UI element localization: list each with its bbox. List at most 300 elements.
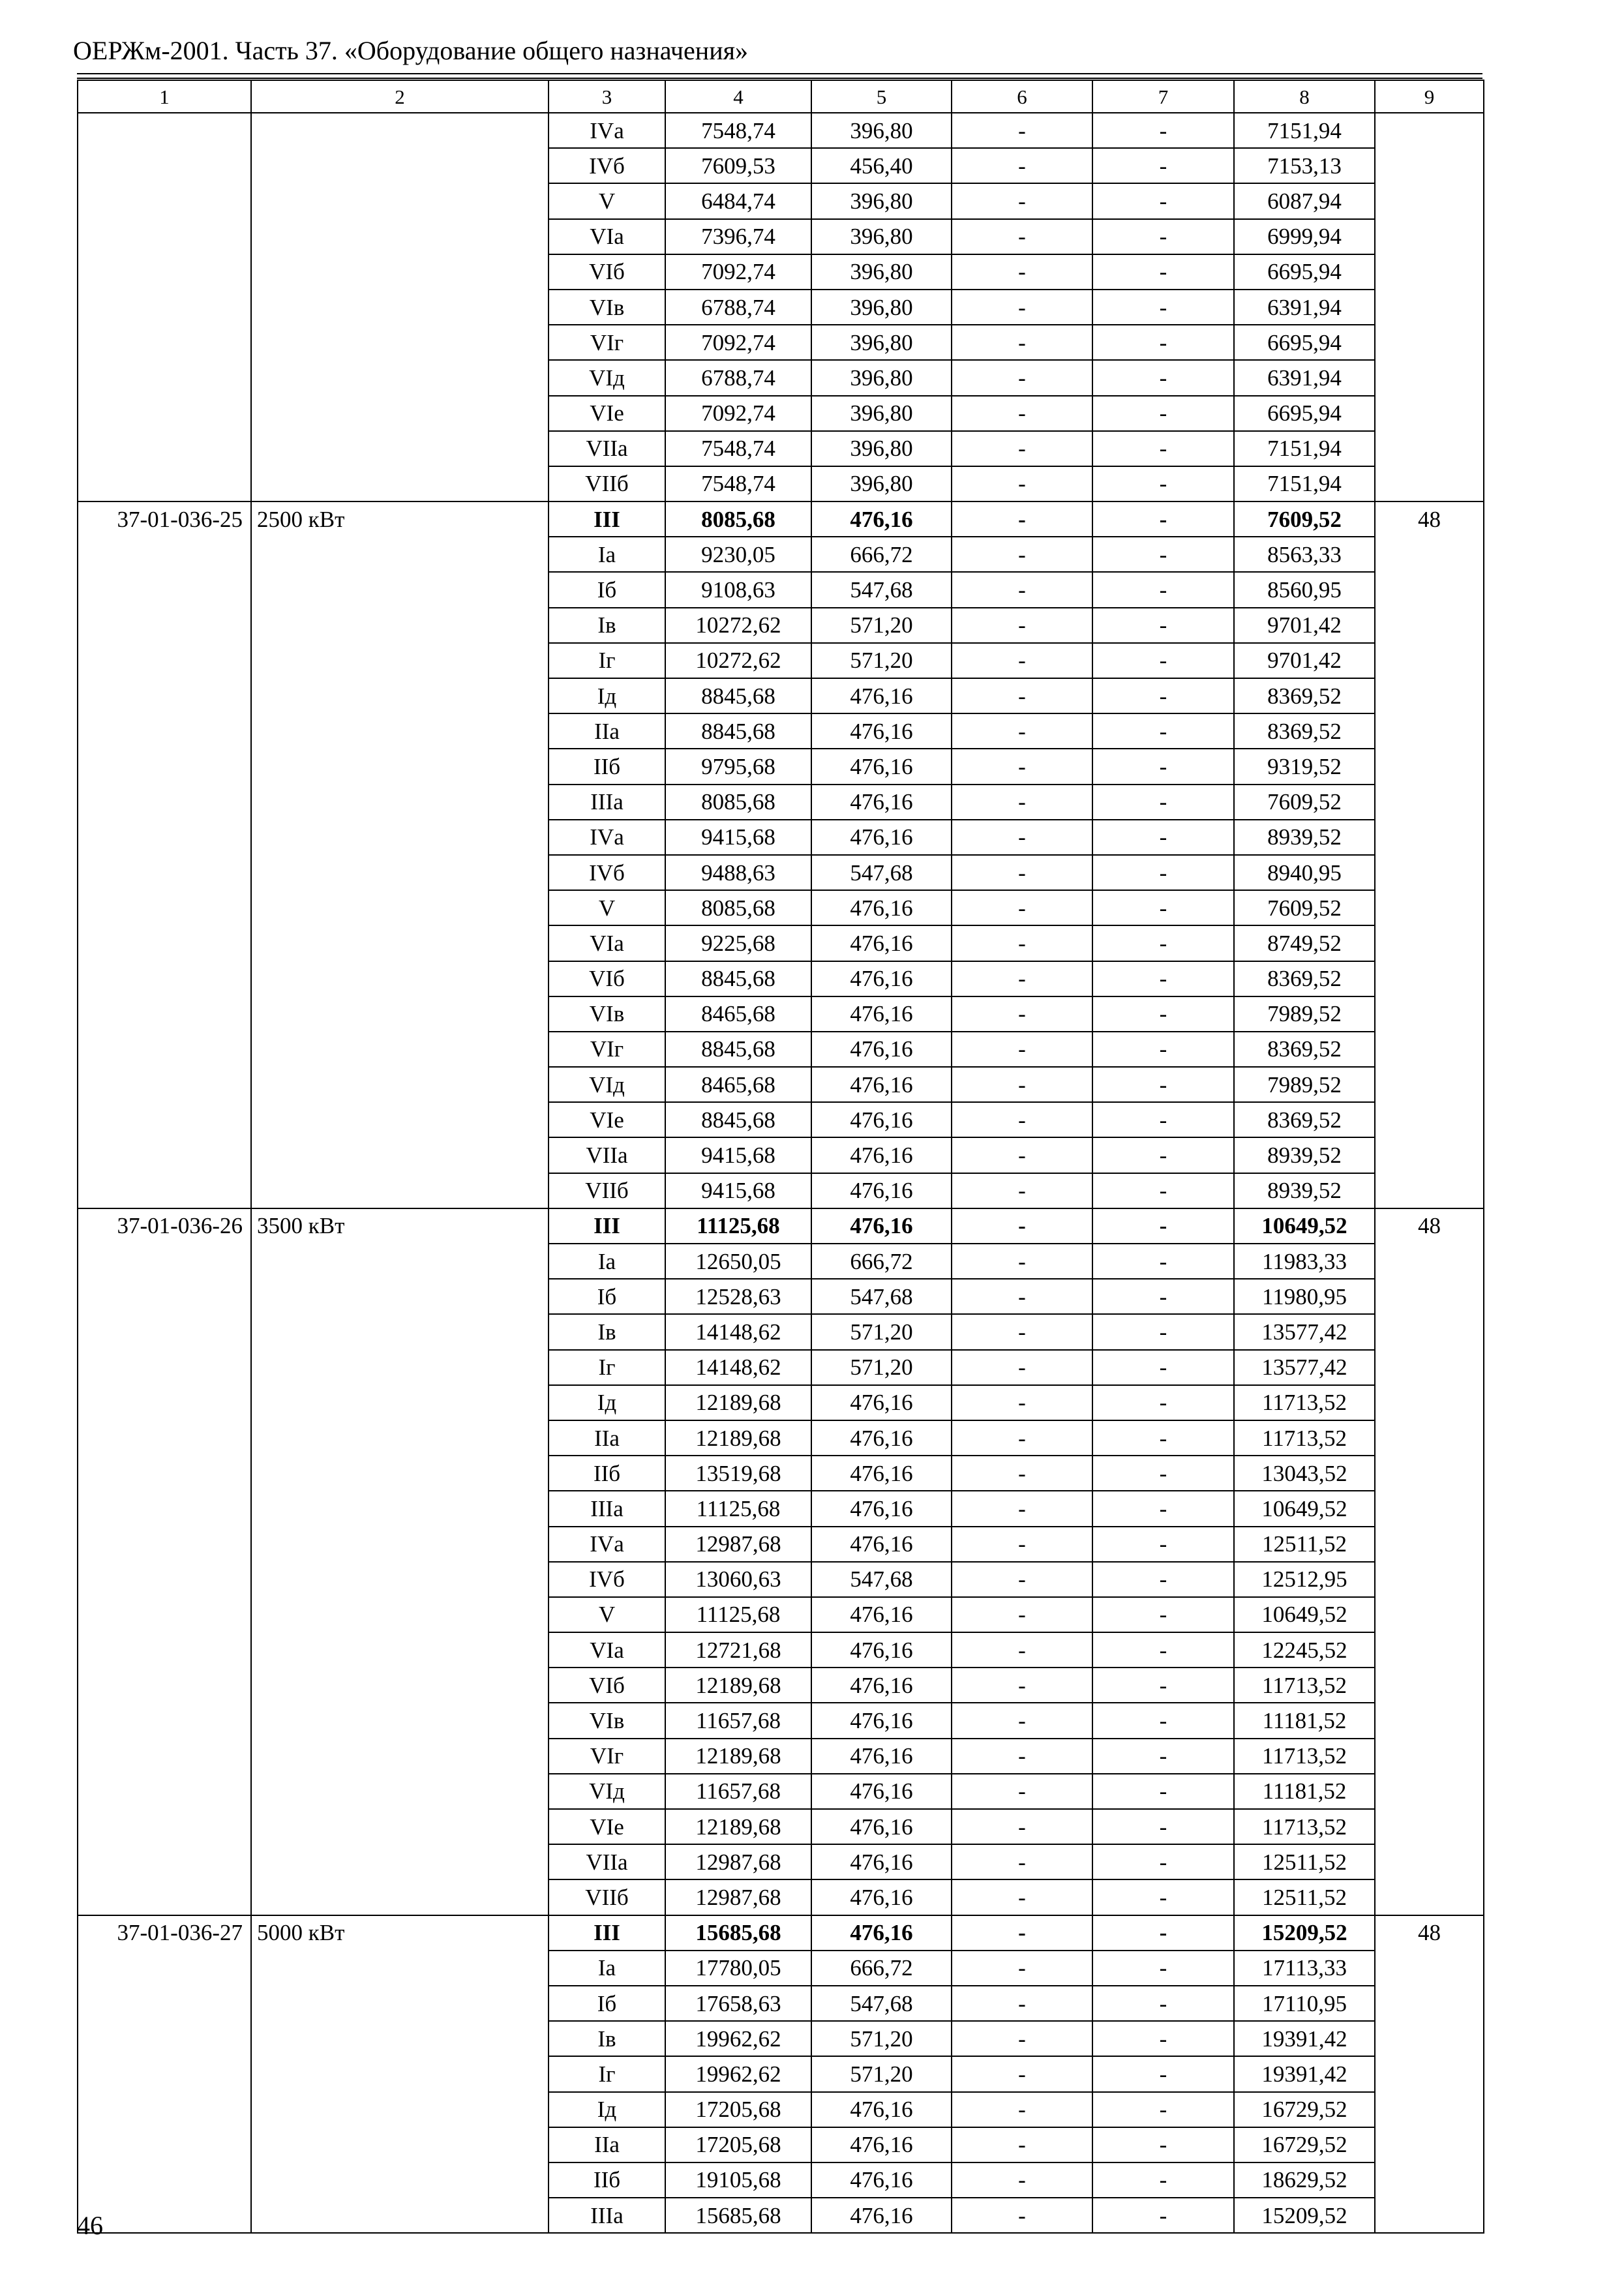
machine-cost-cell: - [952, 961, 1092, 996]
labor-cost-cell: 476,16 [811, 1668, 952, 1703]
labor-cost-cell: 476,16 [811, 2162, 952, 2198]
total-cost-cell: 15685,68 [665, 2198, 811, 2233]
category-cell: Iб [549, 1986, 665, 2021]
code-cell [78, 501, 251, 1208]
total-cost-cell: 17205,68 [665, 2127, 811, 2162]
item-col9-value: 48 [1418, 1920, 1441, 1946]
machine-labor-cell: - [1092, 1703, 1234, 1738]
category-cell: IVб [549, 855, 665, 890]
total-cost-cell: 6788,74 [665, 290, 811, 325]
total-cost-cell: 7092,74 [665, 396, 811, 431]
materials-cost-cell: 7153,13 [1234, 148, 1375, 183]
machine-labor-cell: - [1092, 290, 1234, 325]
materials-cost-cell: 6391,94 [1234, 360, 1375, 395]
materials-cost-cell: 10649,52 [1234, 1208, 1375, 1244]
category-cell: V [549, 183, 665, 218]
labor-cost-cell: 476,16 [811, 1102, 952, 1137]
machine-cost-cell: - [952, 2092, 1092, 2127]
category-cell: VIе [549, 1809, 665, 1844]
total-cost-cell: 11125,68 [665, 1208, 811, 1244]
machine-cost-cell: - [952, 1067, 1092, 1102]
category-cell: VIв [549, 996, 665, 1032]
machine-cost-cell: - [952, 925, 1092, 961]
labor-cost-cell: 476,16 [811, 1632, 952, 1668]
machine-labor-cell: - [1092, 1102, 1234, 1137]
materials-cost-cell: 16729,52 [1234, 2092, 1375, 2127]
total-cost-cell: 14148,62 [665, 1350, 811, 1385]
category-cell: IIIа [549, 1491, 665, 1526]
machine-labor-cell: - [1092, 1915, 1234, 1951]
machine-cost-cell: - [952, 113, 1092, 148]
total-cost-cell: 8465,68 [665, 1067, 811, 1102]
total-cost-cell: 7609,53 [665, 148, 811, 183]
total-cost-cell: 7092,74 [665, 254, 811, 290]
machine-labor-cell: - [1092, 1279, 1234, 1314]
total-cost-cell: 10272,62 [665, 608, 811, 643]
machine-cost-cell: - [952, 2127, 1092, 2162]
machine-labor-cell: - [1092, 1208, 1234, 1244]
materials-cost-cell: 7609,52 [1234, 785, 1375, 820]
category-cell: VIб [549, 961, 665, 996]
materials-cost-cell: 6391,94 [1234, 290, 1375, 325]
column-number: 9 [1375, 80, 1484, 113]
materials-cost-cell: 8369,52 [1234, 1032, 1375, 1067]
item-code: 37-01-036-26 [117, 1213, 243, 1239]
machine-cost-cell: - [952, 1208, 1092, 1244]
materials-cost-cell: 7151,94 [1234, 466, 1375, 501]
labor-cost-cell: 476,16 [811, 1420, 952, 1456]
materials-cost-cell: 16729,52 [1234, 2127, 1375, 2162]
labor-cost-cell: 476,16 [811, 1527, 952, 1562]
materials-cost-cell: 8369,52 [1234, 713, 1375, 749]
machine-cost-cell: - [952, 2198, 1092, 2233]
machine-cost-cell: - [952, 1774, 1092, 1809]
machine-labor-cell: - [1092, 1597, 1234, 1632]
item-name: 2500 кВт [257, 506, 345, 532]
labor-cost-cell: 396,80 [811, 183, 952, 218]
column-number: 4 [665, 80, 811, 113]
labor-cost-cell: 396,80 [811, 466, 952, 501]
total-cost-cell: 12987,68 [665, 1844, 811, 1879]
category-cell: Iв [549, 2021, 665, 2056]
materials-cost-cell: 17113,33 [1234, 1951, 1375, 1986]
materials-cost-cell: 11980,95 [1234, 1279, 1375, 1314]
labor-cost-cell: 476,16 [811, 1067, 952, 1102]
category-cell: VIв [549, 290, 665, 325]
labor-cost-cell: 476,16 [811, 820, 952, 855]
machine-labor-cell: - [1092, 113, 1234, 148]
machine-labor-cell: - [1092, 501, 1234, 537]
materials-cost-cell: 8560,95 [1234, 572, 1375, 607]
machine-labor-cell: - [1092, 1385, 1234, 1420]
machine-labor-cell: - [1092, 961, 1234, 996]
machine-labor-cell: - [1092, 785, 1234, 820]
materials-cost-cell: 19391,42 [1234, 2056, 1375, 2091]
labor-cost-cell: 571,20 [811, 2056, 952, 2091]
total-cost-cell: 12528,63 [665, 1279, 811, 1314]
category-cell: IVа [549, 113, 665, 148]
column-number: 6 [952, 80, 1092, 113]
labor-cost-cell: 547,68 [811, 1986, 952, 2021]
materials-cost-cell: 12245,52 [1234, 1632, 1375, 1668]
machine-cost-cell: - [952, 290, 1092, 325]
total-cost-cell: 12987,68 [665, 1527, 811, 1562]
category-cell: VIIб [549, 1879, 665, 1915]
category-cell: VIд [549, 1067, 665, 1102]
machine-cost-cell: - [952, 996, 1092, 1032]
materials-cost-cell: 10649,52 [1234, 1597, 1375, 1632]
category-cell: VIг [549, 1739, 665, 1774]
labor-cost-cell: 476,16 [811, 1879, 952, 1915]
total-cost-cell: 8465,68 [665, 996, 811, 1032]
total-cost-cell: 6788,74 [665, 360, 811, 395]
item-code: 37-01-036-27 [117, 1920, 243, 1946]
machine-labor-cell: - [1092, 1951, 1234, 1986]
category-cell: VIIб [549, 1173, 665, 1208]
machine-cost-cell: - [952, 643, 1092, 678]
total-cost-cell: 11125,68 [665, 1491, 811, 1526]
materials-cost-cell: 11713,52 [1234, 1809, 1375, 1844]
materials-cost-cell: 7989,52 [1234, 996, 1375, 1032]
materials-cost-cell: 8939,52 [1234, 1137, 1375, 1173]
machine-labor-cell: - [1092, 1527, 1234, 1562]
machine-labor-cell: - [1092, 1420, 1234, 1456]
labor-cost-cell: 396,80 [811, 113, 952, 148]
total-cost-cell: 8845,68 [665, 961, 811, 996]
machine-labor-cell: - [1092, 1879, 1234, 1915]
category-cell: V [549, 1597, 665, 1632]
materials-cost-cell: 8939,52 [1234, 820, 1375, 855]
category-cell: VIд [549, 1774, 665, 1809]
labor-cost-cell: 396,80 [811, 290, 952, 325]
category-cell: VIб [549, 1668, 665, 1703]
machine-cost-cell: - [952, 820, 1092, 855]
column-number: 1 [78, 80, 251, 113]
machine-cost-cell: - [952, 1279, 1092, 1314]
category-cell: III [549, 1208, 665, 1244]
machine-cost-cell: - [952, 855, 1092, 890]
machine-cost-cell: - [952, 1102, 1092, 1137]
category-cell: V [549, 890, 665, 925]
labor-cost-cell: 456,40 [811, 148, 952, 183]
labor-cost-cell: 666,72 [811, 1951, 952, 1986]
total-cost-cell: 17658,63 [665, 1986, 811, 2021]
total-cost-cell: 13060,63 [665, 1562, 811, 1597]
machine-cost-cell: - [952, 1879, 1092, 1915]
category-cell: Iа [549, 1951, 665, 1986]
col9-cell [1375, 113, 1484, 501]
machine-cost-cell: - [952, 396, 1092, 431]
total-cost-cell: 19962,62 [665, 2021, 811, 2056]
materials-cost-cell: 8369,52 [1234, 961, 1375, 996]
total-cost-cell: 6484,74 [665, 183, 811, 218]
materials-cost-cell: 15209,52 [1234, 2198, 1375, 2233]
labor-cost-cell: 476,16 [811, 713, 952, 749]
labor-cost-cell: 396,80 [811, 396, 952, 431]
code-cell [78, 1208, 251, 1915]
materials-cost-cell: 13043,52 [1234, 1456, 1375, 1491]
materials-cost-cell: 11713,52 [1234, 1420, 1375, 1456]
category-cell: IIIа [549, 2198, 665, 2233]
labor-cost-cell: 571,20 [811, 1314, 952, 1349]
name-cell [251, 501, 549, 1208]
category-cell: Iд [549, 678, 665, 713]
total-cost-cell: 8845,68 [665, 713, 811, 749]
labor-cost-cell: 476,16 [811, 890, 952, 925]
total-cost-cell: 15685,68 [665, 1915, 811, 1951]
machine-labor-cell: - [1092, 996, 1234, 1032]
labor-cost-cell: 476,16 [811, 1809, 952, 1844]
machine-labor-cell: - [1092, 1491, 1234, 1526]
materials-cost-cell: 8369,52 [1234, 1102, 1375, 1137]
labor-cost-cell: 476,16 [811, 1597, 952, 1632]
materials-cost-cell: 8940,95 [1234, 855, 1375, 890]
labor-cost-cell: 547,68 [811, 1562, 952, 1597]
machine-labor-cell: - [1092, 1668, 1234, 1703]
materials-cost-cell: 19391,42 [1234, 2021, 1375, 2056]
machine-cost-cell: - [952, 219, 1092, 254]
total-cost-cell: 12721,68 [665, 1632, 811, 1668]
total-cost-cell: 12987,68 [665, 1879, 811, 1915]
category-cell: VIа [549, 219, 665, 254]
materials-cost-cell: 8749,52 [1234, 925, 1375, 961]
machine-cost-cell: - [952, 183, 1092, 218]
category-cell: VIа [549, 1632, 665, 1668]
machine-labor-cell: - [1092, 219, 1234, 254]
table-row [78, 1915, 1484, 1951]
category-cell: IIа [549, 2127, 665, 2162]
total-cost-cell: 8845,68 [665, 1032, 811, 1067]
total-cost-cell: 9488,63 [665, 855, 811, 890]
machine-cost-cell: - [952, 1597, 1092, 1632]
labor-cost-cell: 476,16 [811, 2198, 952, 2233]
labor-cost-cell: 476,16 [811, 1032, 952, 1067]
materials-cost-cell: 11181,52 [1234, 1774, 1375, 1809]
table-row [78, 113, 1484, 148]
machine-labor-cell: - [1092, 537, 1234, 572]
materials-cost-cell: 7151,94 [1234, 113, 1375, 148]
machine-labor-cell: - [1092, 396, 1234, 431]
machine-cost-cell: - [952, 608, 1092, 643]
materials-cost-cell: 11713,52 [1234, 1668, 1375, 1703]
item-col9-value: 48 [1418, 506, 1441, 532]
materials-cost-cell: 17110,95 [1234, 1986, 1375, 2021]
category-cell: Iа [549, 537, 665, 572]
materials-cost-cell: 12511,52 [1234, 1879, 1375, 1915]
machine-cost-cell: - [952, 1562, 1092, 1597]
labor-cost-cell: 476,16 [811, 1456, 952, 1491]
materials-cost-cell: 6999,94 [1234, 219, 1375, 254]
machine-cost-cell: - [952, 2021, 1092, 2056]
machine-labor-cell: - [1092, 820, 1234, 855]
total-cost-cell: 10272,62 [665, 643, 811, 678]
category-cell: VIIа [549, 1844, 665, 1879]
machine-cost-cell: - [952, 148, 1092, 183]
machine-labor-cell: - [1092, 1067, 1234, 1102]
category-cell: IIб [549, 2162, 665, 2198]
labor-cost-cell: 476,16 [811, 785, 952, 820]
total-cost-cell: 17780,05 [665, 1951, 811, 1986]
total-cost-cell: 14148,62 [665, 1314, 811, 1349]
materials-cost-cell: 7151,94 [1234, 431, 1375, 466]
category-cell: Iб [549, 572, 665, 607]
item-name: 3500 кВт [257, 1213, 345, 1239]
machine-labor-cell: - [1092, 1562, 1234, 1597]
machine-labor-cell: - [1092, 1032, 1234, 1067]
machine-labor-cell: - [1092, 1173, 1234, 1208]
category-cell: IVа [549, 820, 665, 855]
machine-cost-cell: - [952, 1385, 1092, 1420]
category-cell: IIб [549, 1456, 665, 1491]
machine-labor-cell: - [1092, 325, 1234, 360]
price-table [77, 80, 1484, 2234]
materials-cost-cell: 15209,52 [1234, 1915, 1375, 1951]
materials-cost-cell: 13577,42 [1234, 1350, 1375, 1385]
total-cost-cell: 8085,68 [665, 501, 811, 537]
category-cell: Iв [549, 608, 665, 643]
header-rule-bottom [77, 78, 1482, 79]
total-cost-cell: 12189,68 [665, 1809, 811, 1844]
code-cell [78, 113, 251, 501]
total-cost-cell: 7396,74 [665, 219, 811, 254]
machine-cost-cell: - [952, 1844, 1092, 1879]
machine-cost-cell: - [952, 785, 1092, 820]
machine-cost-cell: - [952, 890, 1092, 925]
total-cost-cell: 7548,74 [665, 113, 811, 148]
machine-cost-cell: - [952, 1350, 1092, 1385]
col9-cell [1375, 1915, 1484, 2234]
labor-cost-cell: 547,68 [811, 572, 952, 607]
category-cell: Iг [549, 643, 665, 678]
category-cell: VIв [549, 1703, 665, 1738]
total-cost-cell: 9415,68 [665, 820, 811, 855]
machine-labor-cell: - [1092, 1774, 1234, 1809]
category-cell: Iд [549, 1385, 665, 1420]
machine-cost-cell: - [952, 1951, 1092, 1986]
machine-labor-cell: - [1092, 608, 1234, 643]
category-cell: Iг [549, 2056, 665, 2091]
total-cost-cell: 9230,05 [665, 537, 811, 572]
category-cell: Iд [549, 2092, 665, 2127]
machine-labor-cell: - [1092, 572, 1234, 607]
labor-cost-cell: 476,16 [811, 1774, 952, 1809]
machine-cost-cell: - [952, 1668, 1092, 1703]
category-cell: Iв [549, 1314, 665, 1349]
header-rule-top [77, 73, 1482, 74]
machine-cost-cell: - [952, 2162, 1092, 2198]
machine-cost-cell: - [952, 1456, 1092, 1491]
machine-cost-cell: - [952, 466, 1092, 501]
labor-cost-cell: 571,20 [811, 608, 952, 643]
machine-labor-cell: - [1092, 1986, 1234, 2021]
labor-cost-cell: 476,16 [811, 2092, 952, 2127]
materials-cost-cell: 10649,52 [1234, 1491, 1375, 1526]
total-cost-cell: 12189,68 [665, 1739, 811, 1774]
machine-labor-cell: - [1092, 2198, 1234, 2233]
labor-cost-cell: 476,16 [811, 961, 952, 996]
total-cost-cell: 11125,68 [665, 1597, 811, 1632]
machine-labor-cell: - [1092, 925, 1234, 961]
total-cost-cell: 12189,68 [665, 1420, 811, 1456]
machine-labor-cell: - [1092, 1244, 1234, 1279]
labor-cost-cell: 666,72 [811, 537, 952, 572]
labor-cost-cell: 396,80 [811, 219, 952, 254]
column-number: 8 [1234, 80, 1375, 113]
total-cost-cell: 8085,68 [665, 890, 811, 925]
machine-cost-cell: - [952, 1527, 1092, 1562]
machine-cost-cell: - [952, 2056, 1092, 2091]
category-cell: VIб [549, 254, 665, 290]
machine-labor-cell: - [1092, 466, 1234, 501]
machine-labor-cell: - [1092, 855, 1234, 890]
column-number: 5 [811, 80, 952, 113]
total-cost-cell: 11657,68 [665, 1703, 811, 1738]
materials-cost-cell: 6695,94 [1234, 254, 1375, 290]
total-cost-cell: 13519,68 [665, 1456, 811, 1491]
machine-cost-cell: - [952, 1491, 1092, 1526]
materials-cost-cell: 7989,52 [1234, 1067, 1375, 1102]
item-name: 5000 кВт [257, 1920, 345, 1946]
column-number: 7 [1092, 80, 1234, 113]
category-cell: VIд [549, 360, 665, 395]
category-cell: IIб [549, 749, 665, 784]
machine-cost-cell: - [952, 1632, 1092, 1668]
total-cost-cell: 12650,05 [665, 1244, 811, 1279]
column-number: 2 [251, 80, 549, 113]
category-cell: Iа [549, 1244, 665, 1279]
materials-cost-cell: 12511,52 [1234, 1844, 1375, 1879]
machine-labor-cell: - [1092, 890, 1234, 925]
category-cell: III [549, 1915, 665, 1951]
total-cost-cell: 12189,68 [665, 1385, 811, 1420]
machine-labor-cell: - [1092, 1456, 1234, 1491]
materials-cost-cell: 18629,52 [1234, 2162, 1375, 2198]
labor-cost-cell: 547,68 [811, 1279, 952, 1314]
category-cell: IIа [549, 713, 665, 749]
machine-labor-cell: - [1092, 1739, 1234, 1774]
labor-cost-cell: 571,20 [811, 2021, 952, 2056]
machine-labor-cell: - [1092, 148, 1234, 183]
machine-cost-cell: - [952, 678, 1092, 713]
machine-labor-cell: - [1092, 1350, 1234, 1385]
machine-labor-cell: - [1092, 431, 1234, 466]
machine-cost-cell: - [952, 1137, 1092, 1173]
total-cost-cell: 9795,68 [665, 749, 811, 784]
machine-cost-cell: - [952, 749, 1092, 784]
column-number: 3 [549, 80, 665, 113]
category-cell: IVб [549, 1562, 665, 1597]
machine-cost-cell: - [952, 325, 1092, 360]
category-cell: VIг [549, 325, 665, 360]
machine-cost-cell: - [952, 537, 1092, 572]
machine-cost-cell: - [952, 1314, 1092, 1349]
labor-cost-cell: 476,16 [811, 2127, 952, 2162]
labor-cost-cell: 476,16 [811, 749, 952, 784]
machine-labor-cell: - [1092, 2092, 1234, 2127]
category-cell: IIIа [549, 785, 665, 820]
category-cell: VIIб [549, 466, 665, 501]
labor-cost-cell: 396,80 [811, 325, 952, 360]
labor-cost-cell: 476,16 [811, 1137, 952, 1173]
machine-cost-cell: - [952, 713, 1092, 749]
materials-cost-cell: 11181,52 [1234, 1703, 1375, 1738]
category-cell: VIг [549, 1032, 665, 1067]
machine-cost-cell: - [952, 1173, 1092, 1208]
machine-labor-cell: - [1092, 643, 1234, 678]
total-cost-cell: 8085,68 [665, 785, 811, 820]
machine-cost-cell: - [952, 431, 1092, 466]
total-cost-cell: 8845,68 [665, 678, 811, 713]
